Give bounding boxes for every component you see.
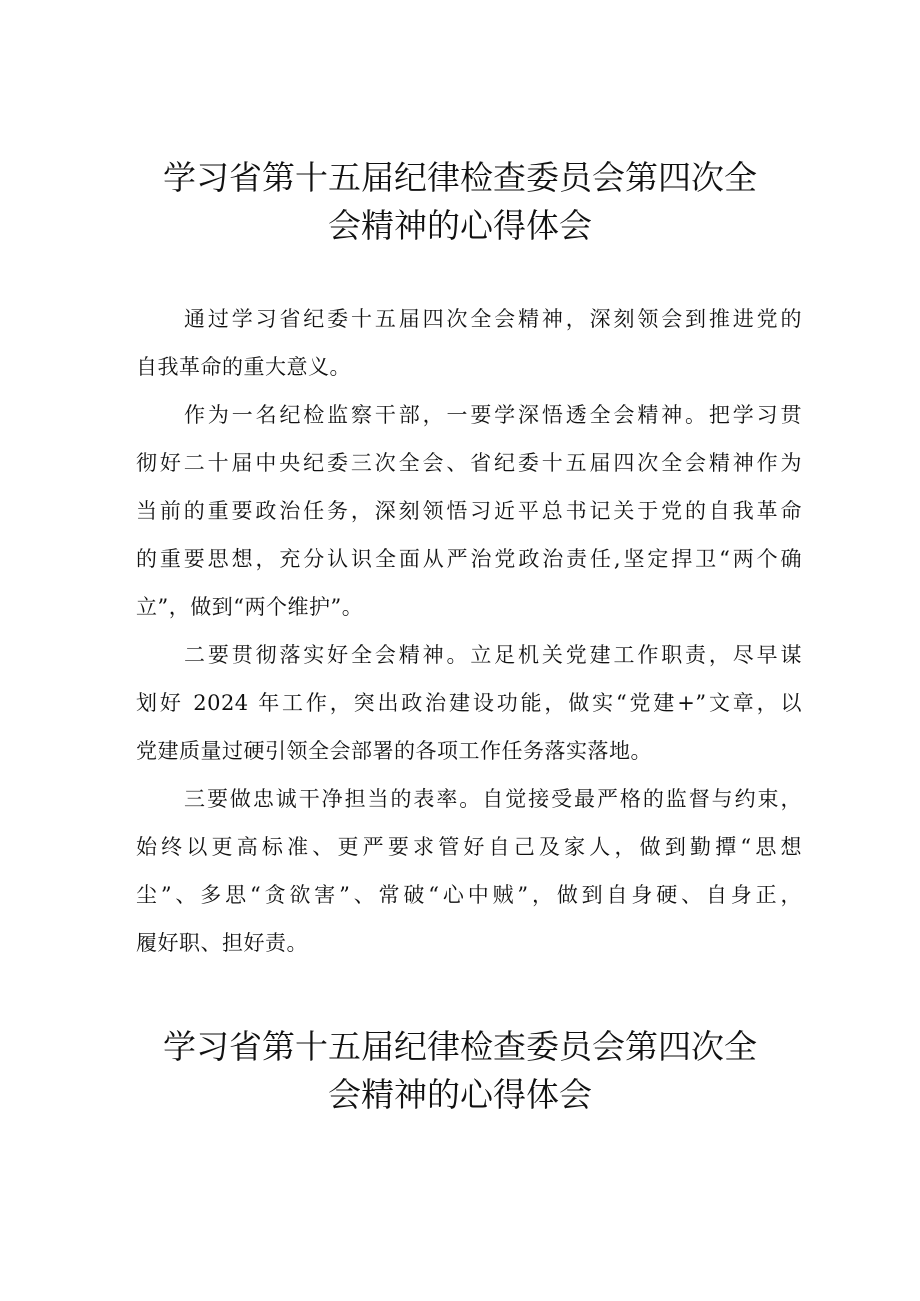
paragraph-line: 彻好二十届中央纪委三次全会、省纪委十五届四次全会精神作为 [136, 451, 802, 475]
paragraph-line: 划好 2024 年工作，突出政治建设功能，做实“党建+”文章，以 [136, 691, 802, 715]
paragraph-point-two [136, 631, 802, 775]
paragraph-intro [136, 295, 802, 391]
document-title [100, 154, 820, 250]
paragraph-line: 自我革命的重大意义。 [136, 355, 351, 379]
paragraph-line: 三要做忠诚干净担当的表率。自觉接受最严格的监督与约束， [184, 787, 802, 811]
paragraph-line: 当前的重要政治任务，深刻领悟习近平总书记关于党的自我革命 [136, 499, 802, 523]
title-line-2: 会精神的心得体会 [328, 1075, 592, 1114]
second-document-title [100, 1023, 820, 1119]
title-line-1: 学习省第十五届纪律检查委员会第四次全 [163, 158, 757, 197]
paragraph-line: 作为一名纪检监察干部，一要学深悟透全会精神。把学习贯 [184, 403, 802, 427]
title-line-2: 会精神的心得体会 [328, 206, 592, 245]
paragraph-line: 尘”、多思“贪欲害”、常破“心中贼”，做到自身硬、自身正， [136, 883, 802, 907]
paragraph-point-three [136, 775, 802, 967]
paragraph-line: 始终以更高标准、更严要求管好自己及家人，做到勤撢“思想 [136, 835, 802, 859]
paragraph-line: 党建质量过硬引领全会部署的各项工作任务落实落地。 [136, 739, 652, 763]
document-body [136, 295, 802, 967]
paragraph-line: 的重要思想，充分认识全面从严治党政治责任,坚定捍卫“两个确 [136, 547, 802, 571]
paragraph-line: 立”，做到“两个维护”。 [136, 595, 364, 619]
paragraph-line: 通过学习省纪委十五届四次全会精神，深刻领会到推进党的 [184, 307, 802, 331]
paragraph-line: 二要贯彻落实好全会精神。立足机关党建工作职责，尽早谋 [184, 643, 802, 667]
title-line-1: 学习省第十五届纪律检查委员会第四次全 [163, 1027, 757, 1066]
paragraph-point-one [136, 391, 802, 631]
paragraph-line: 履好职、担好责。 [136, 931, 308, 955]
